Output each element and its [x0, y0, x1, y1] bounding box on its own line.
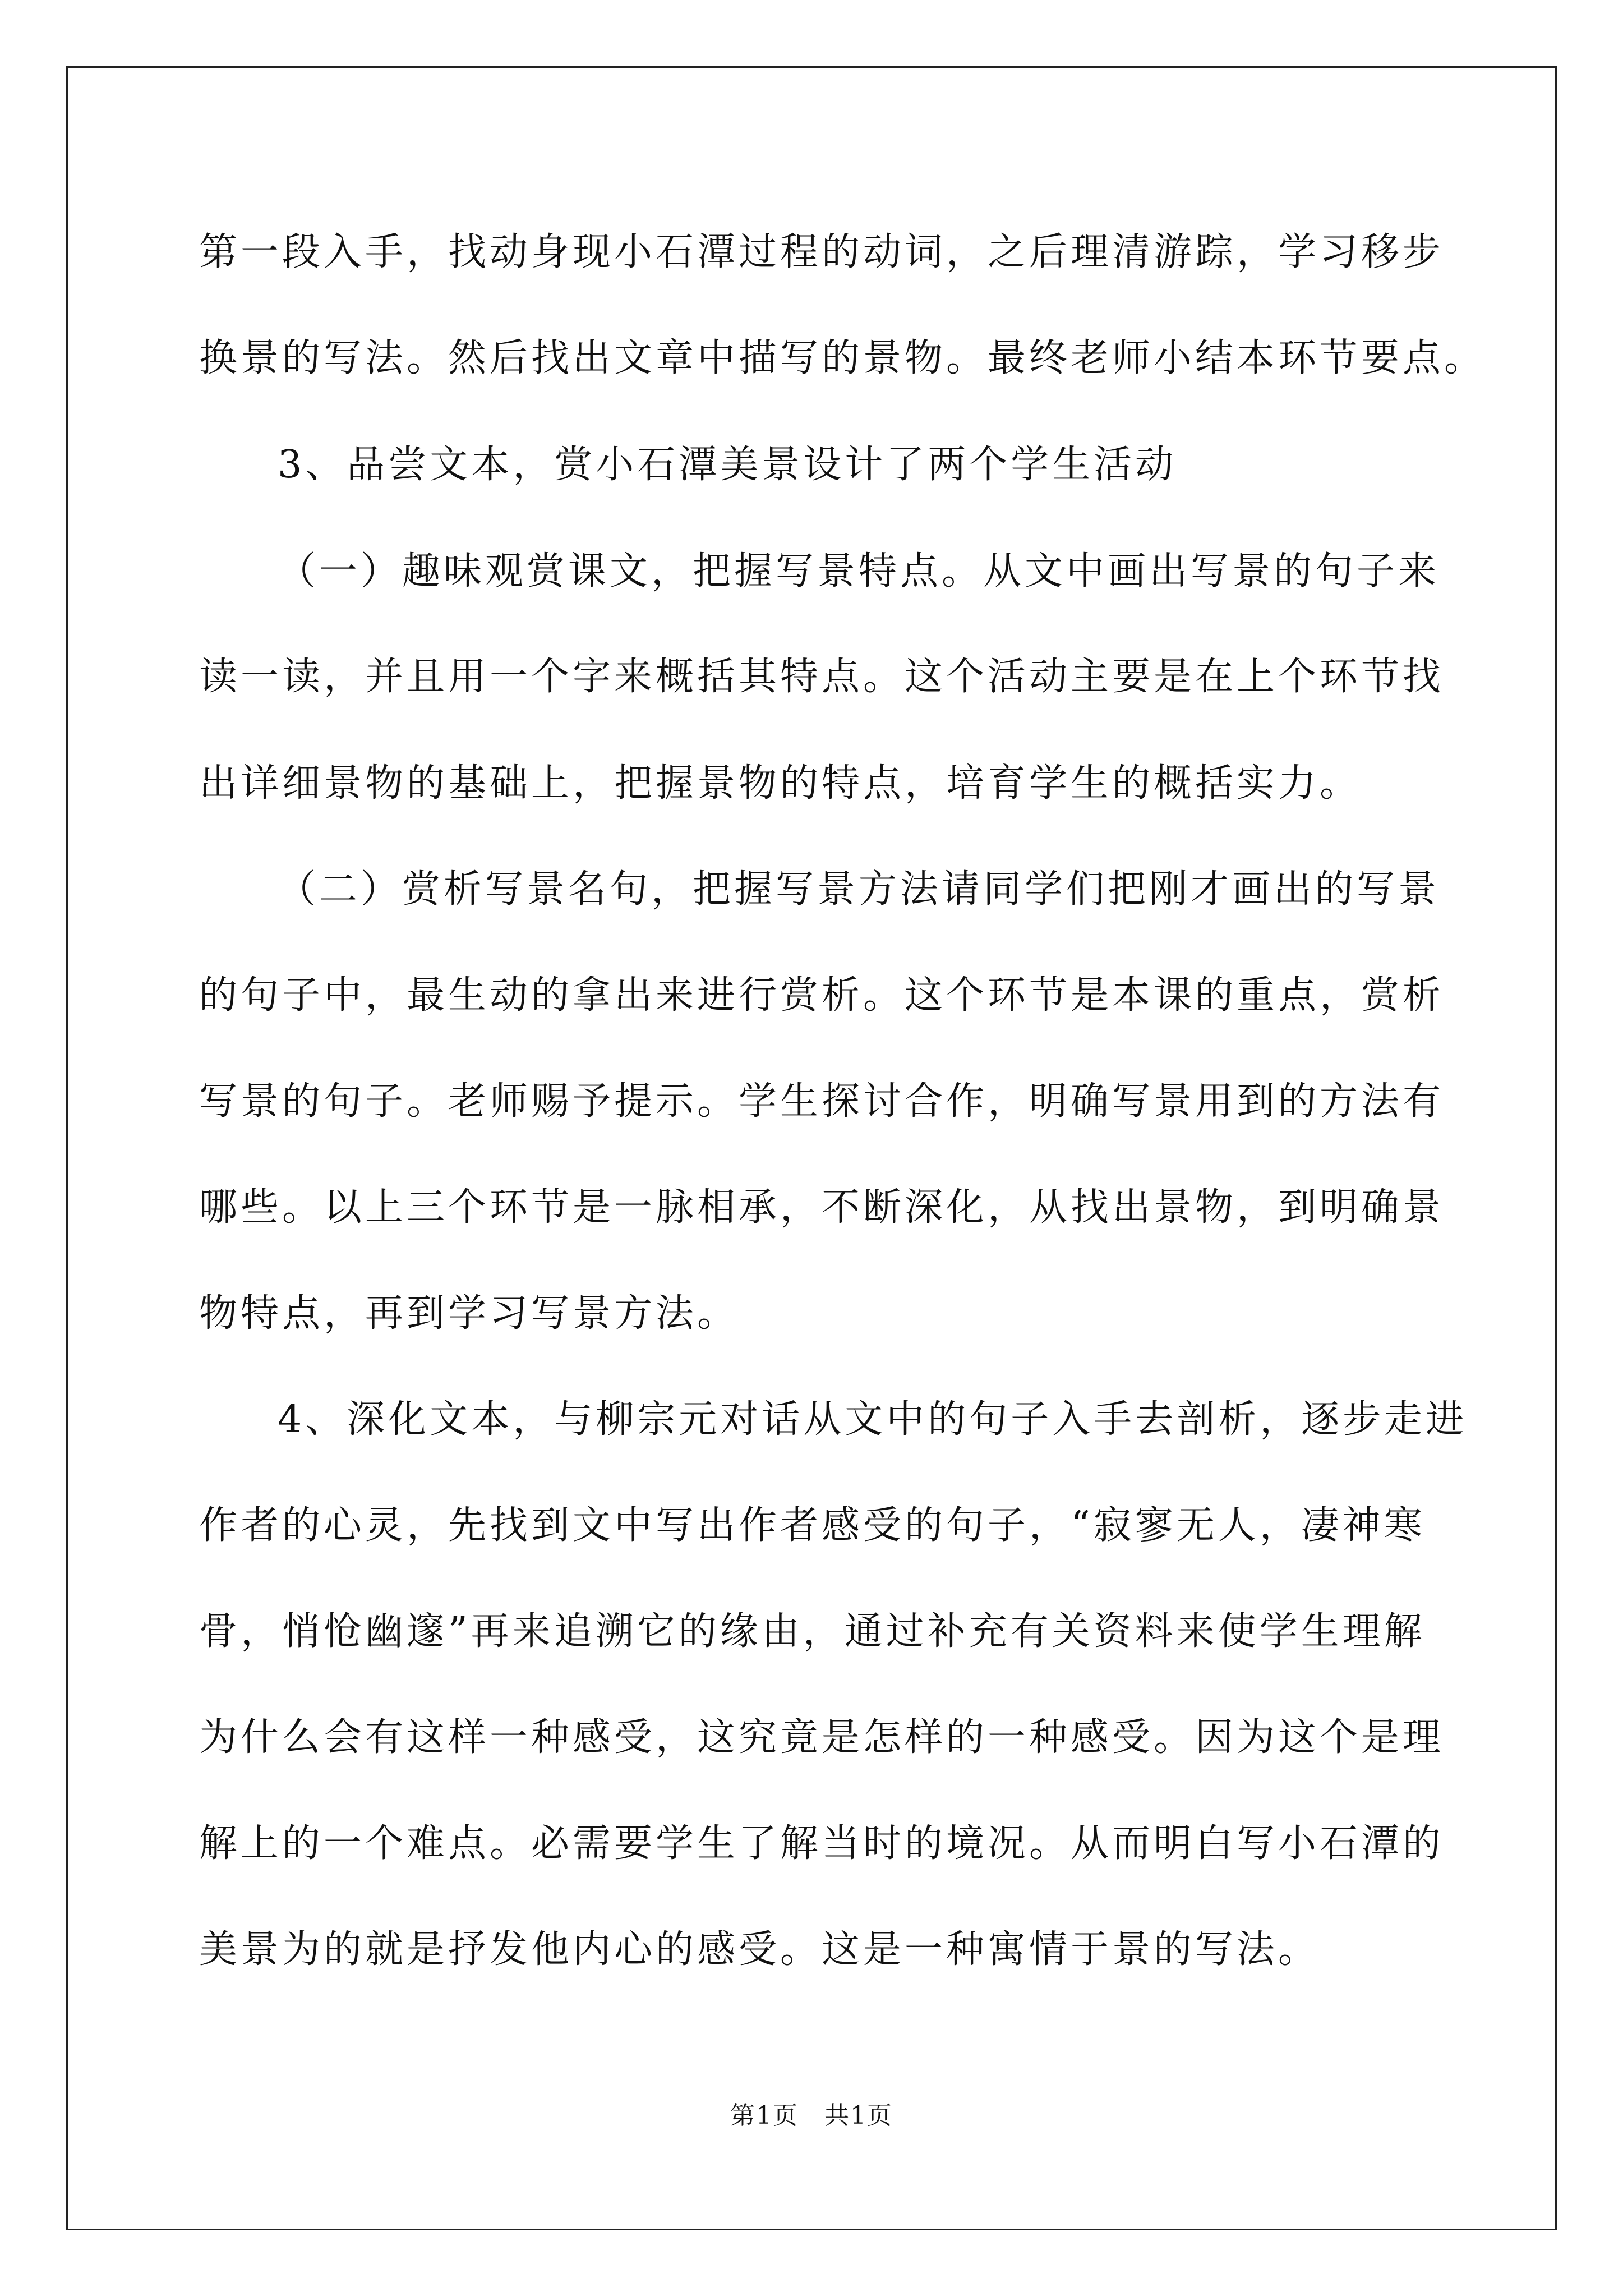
text-line: 解上的一个难点。必需要学生了解当时的境况。从而明白写小石潭的: [199, 1821, 1445, 1866]
text-line: 骨，悄怆幽邃”再来追溯它的缘由，通过补充有关资料来使学生理解: [199, 1609, 1426, 1654]
text-line: 作者的心灵，先找到文中写出作者感受的句子，“寂寥无人，凄神寒: [199, 1503, 1426, 1548]
text-line: 美景为的就是抒发他内心的感受。这是一种寓情于景的写法。: [199, 1927, 1320, 1972]
text-line: 写景的句子。老师赐予提示。学生探讨合作，明确写景用到的方法有: [199, 1079, 1445, 1124]
text-line: （一）趣味观赏课文，把握写景特点。从文中画出写景的句子来: [278, 549, 1440, 593]
text-line: 哪些。以上三个环节是一脉相承，不断深化，从找出景物，到明确景: [199, 1185, 1445, 1230]
text-line: 换景的写法。然后找出文章中描写的景物。最终老师小结本环节要点。: [199, 336, 1486, 380]
page-border: [66, 66, 1557, 2230]
text-line: 为什么会有这样一种感受，这究竟是怎样的一种感受。因为这个是理: [199, 1715, 1445, 1760]
text-line: 物特点，再到学习写景方法。: [199, 1291, 739, 1336]
text-line: （二）赏析写景名句，把握写景方法请同学们把刚才画出的写景: [278, 867, 1440, 912]
text-line: 读一读，并且用一个字来概括其特点。这个活动主要是在上个环节找: [199, 655, 1445, 699]
page-number-footer: 第1页 共1页: [730, 2101, 893, 2130]
text-line: 4、深化文本，与柳宗元对话从文中的句子入手去剖析，逐步走进: [278, 1397, 1468, 1442]
text-line: 的句子中，最生动的拿出来进行赏析。这个环节是本课的重点，赏析: [199, 973, 1445, 1018]
text-line: 3、品尝文本，赏小石潭美景设计了两个学生活动: [278, 443, 1177, 487]
text-line: 第一段入手，找动身现小石潭过程的动词，之后理清游踪，学习移步: [199, 230, 1445, 274]
text-line: 出详细景物的基础上，把握景物的特点，培育学生的概括实力。: [199, 761, 1362, 806]
